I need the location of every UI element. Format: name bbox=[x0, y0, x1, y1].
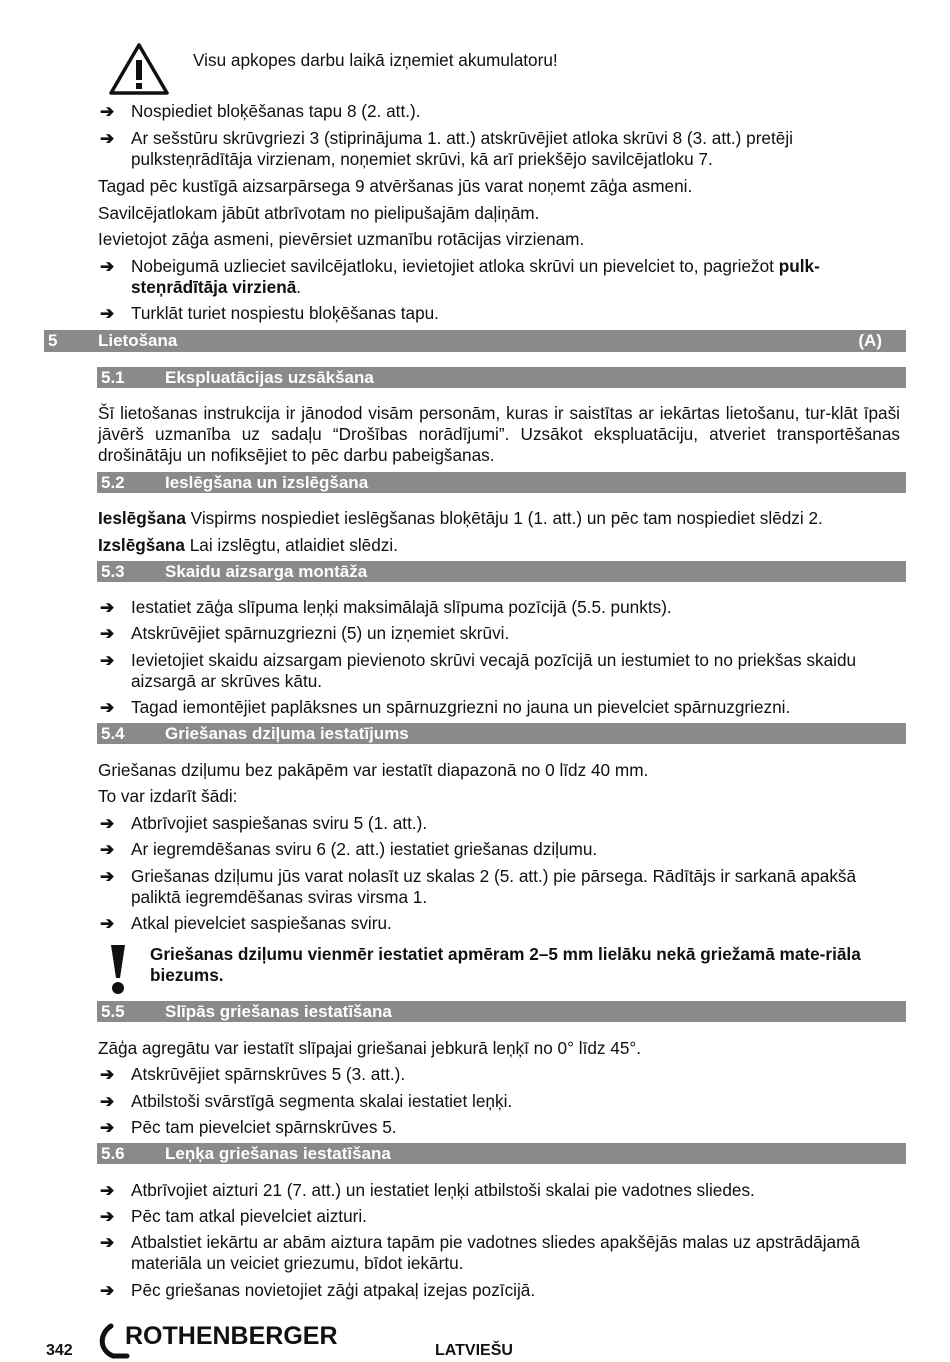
arrow-right-icon: ➔ bbox=[100, 1180, 115, 1200]
arrow-right-icon: ➔ bbox=[100, 256, 115, 276]
list-item: ➔ Nobeigumā uzlieciet savilcējatloku, ievietojiet atloka skrūvi un pievelciet to, pagriežot pulk-steņrādītāja virzienā. bbox=[100, 256, 820, 297]
page-number: 342 bbox=[46, 1342, 73, 1359]
list-item: ➔ Atskrūvējiet spārnskrūves 5 (3. att.). bbox=[100, 1064, 406, 1084]
list-item: ➔ Iestatiet zāģa slīpuma leņķi maksimālajā slīpuma pozīcijā (5.5. punkts). bbox=[100, 597, 672, 617]
arrow-right-icon: ➔ bbox=[100, 839, 115, 859]
arrow-right-icon: ➔ bbox=[100, 913, 115, 933]
list-item: ➔ Atkal pievelciet saspiešanas sviru. bbox=[100, 913, 392, 933]
paragraph: Tagad pēc kustīgā aizsarpārsega 9 atvēršanas jūs varat noņemt zāģa asmeni. bbox=[98, 176, 693, 196]
arrow-right-icon: ➔ bbox=[100, 650, 115, 670]
list-item: ➔ Pēc tam pievelciet spārnskrūves 5. bbox=[100, 1117, 397, 1137]
arrow-right-icon: ➔ bbox=[100, 1232, 115, 1252]
paragraph: Ievietojot zāģa asmeni, pievērsiet uzmanību rotācijas virzienam. bbox=[98, 229, 585, 249]
subsection-heading: 5.5 Slīpās griešanas iestatīšana bbox=[97, 1001, 906, 1022]
rothenberger-logo bbox=[97, 1320, 347, 1360]
paragraph: Šī lietošanas instrukcija ir jānodod visām personām, kuras ir saistītas ar iekārtas lietošanu, tur-klāt īpaši jāvērš uzmanība uz sadaļu “Drošības norādījumi”. Uzsākot ekspluatāciju, atveriet transportēšanas drošinātāju un nofiksējiet to pēc darbu pabeigšanas. bbox=[98, 403, 900, 465]
warning-triangle-icon bbox=[108, 42, 170, 96]
paragraph: Savilcējatlokam jābūt atbrīvotam no pielipušajām daļiņām. bbox=[98, 203, 540, 223]
list-item: ➔ Pēc tam atkal pievelciet aizturi. bbox=[100, 1206, 367, 1226]
list-item: ➔ Atbrīvojiet aizturi 21 (7. att.) un iestatiet leņķi atbilstoši skalai pie vadotnes sliedes. bbox=[100, 1180, 755, 1200]
arrow-right-icon: ➔ bbox=[100, 1064, 115, 1084]
paragraph: Izslēgšana Lai izslēgtu, atlaidiet slēdzi. bbox=[98, 535, 398, 555]
arrow-right-icon: ➔ bbox=[100, 1117, 115, 1137]
subsection-heading: 5.6 Leņķa griešanas iestatīšana bbox=[97, 1143, 906, 1164]
paragraph: Ieslēgšana Vispirms nospiediet ieslēgšanas bloķētāju 1 (1. att.) un pēc tam nospiediet slēdzi 2. bbox=[98, 508, 823, 528]
list-item: ➔ Ar iegremdēšanas sviru 6 (2. att.) iestatiet griešanas dziļumu. bbox=[100, 839, 598, 859]
arrow-right-icon: ➔ bbox=[100, 1280, 115, 1300]
list-item: ➔ Turklāt turiet nospiestu bloķēšanas tapu. bbox=[100, 303, 439, 323]
list-item: ➔ Griešanas dziļumu jūs varat nolasīt uz skalas 2 (5. att.) pie pārsega. Rādītājs ir sarkanā apakšā paliktā iegremdēšanas sviras virsma 1. bbox=[100, 866, 857, 907]
subsection-heading: 5.2 Ieslēgšana un izslēgšana bbox=[97, 472, 906, 493]
paragraph: Zāģa agregātu var iestatīt slīpajai griešanai jebkurā leņķī no 0° līdz 45°. bbox=[98, 1038, 642, 1058]
subsection-heading: 5.4 Griešanas dziļuma iestatījums bbox=[97, 723, 906, 744]
paragraph: Griešanas dziļumu bez pakāpēm var iestatīt diapazonā no 0 līdz 40 mm. bbox=[98, 760, 649, 780]
arrow-right-icon: ➔ bbox=[100, 128, 115, 148]
arrow-right-icon: ➔ bbox=[100, 813, 115, 833]
arrow-right-icon: ➔ bbox=[100, 623, 115, 643]
arrow-right-icon: ➔ bbox=[100, 697, 115, 717]
list-item: ➔ Pēc griešanas novietojiet zāģi atpakaļ izejas pozīcijā. bbox=[100, 1280, 536, 1300]
section-heading: 5 Lietošana (A) bbox=[44, 330, 906, 352]
paragraph: To var izdarīt šādi: bbox=[98, 786, 238, 806]
arrow-right-icon: ➔ bbox=[100, 303, 115, 323]
arrow-right-icon: ➔ bbox=[100, 1091, 115, 1111]
arrow-right-icon: ➔ bbox=[100, 1206, 115, 1226]
list-item: ➔ Tagad iemontējiet paplāksnes un spārnuzgriezni no jauna un pievelciet spārnuzgriezni. bbox=[100, 697, 791, 717]
list-item: ➔ Atbalstiet iekārtu ar abām aiztura tapām pie vadotnes sliedes apakšējās malas uz apstrādājamā materiāla un veiciet griezumu, bīdot iekārtu. bbox=[100, 1232, 860, 1273]
language-label: LATVIEŠU bbox=[435, 1342, 513, 1359]
arrow-right-icon: ➔ bbox=[100, 866, 115, 886]
list-item: ➔ Nospiediet bloķēšanas tapu 8 (2. att.). bbox=[100, 101, 421, 121]
arrow-right-icon: ➔ bbox=[100, 101, 115, 121]
list-item: ➔ Ievietojiet skaidu aizsargam pievienoto skrūvi vecajā pozīcijā un iestumiet to no priekšas skaidu aizsargā ar skrūves kātu. bbox=[100, 650, 857, 691]
subsection-heading: 5.1 Ekspluatācijas uzsākšana bbox=[97, 367, 906, 388]
list-item: ➔ Atbilstoši svārstīgā segmenta skalai iestatiet leņķi. bbox=[100, 1091, 513, 1111]
warning-text: Visu apkopes darbu laikā izņemiet akumulatoru! bbox=[193, 50, 558, 70]
list-item: ➔ Atbrīvojiet saspiešanas sviru 5 (1. att.). bbox=[100, 813, 428, 833]
subsection-heading: 5.3 Skaidu aizsarga montāža bbox=[97, 561, 906, 582]
list-item: ➔ Ar sešstūru skrūvgriezi 3 (stiprinājuma 1. att.) atskrūvējiet atloka skrūvi 8 (3. att.) pretēji pulksteņrādītāja virzienam, noņemiet skrūvi, kā arī priekšējo savilcējatloku 7. bbox=[100, 128, 793, 169]
brand-text: ROTHENBERGER bbox=[125, 1322, 338, 1350]
arrow-right-icon: ➔ bbox=[100, 597, 115, 617]
note-text: Griešanas dziļumu vienmēr iestatiet apmēram 2–5 mm lielāku nekā griežamā mate-riāla biezums. bbox=[150, 944, 861, 985]
exclamation-icon bbox=[108, 942, 128, 996]
list-item: ➔ Atskrūvējiet spārnuzgriezni (5) un izņemiet skrūvi. bbox=[100, 623, 510, 643]
